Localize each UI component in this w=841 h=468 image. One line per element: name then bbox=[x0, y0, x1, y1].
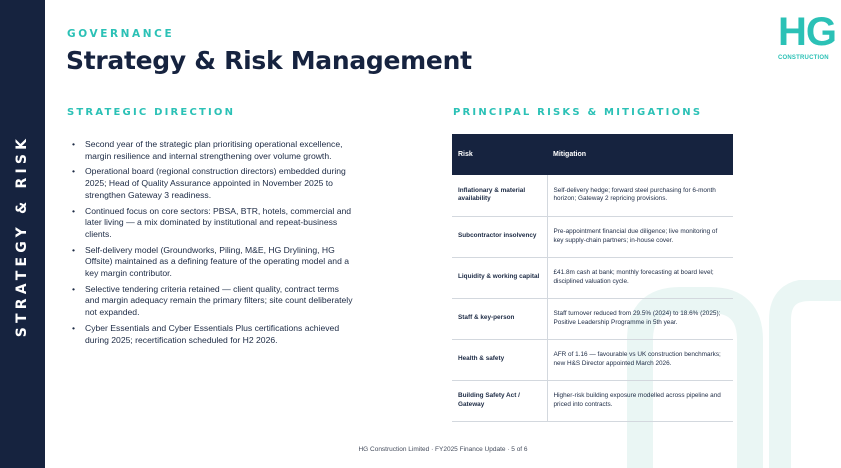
risk-cell: Health & safety bbox=[452, 339, 547, 380]
strategic-bullet-list bbox=[70, 139, 355, 350]
logo-subtitle: CONSTRUCTION bbox=[778, 55, 829, 61]
table-row bbox=[452, 298, 733, 339]
bullet-item: • Cyber Essentials and Cyber Essentials Plus certifications achieved during 2025; recertification scheduled for H2 2026. bbox=[70, 323, 355, 346]
risk-table bbox=[452, 134, 733, 422]
risk-cell: Inflationary & material availability bbox=[452, 175, 547, 216]
sidebar-band bbox=[0, 0, 45, 468]
mitigation-cell: Pre-appointment financial due diligence; live monitoring of key supply-chain partners; in-house cover. bbox=[547, 216, 733, 257]
risk-cell: Staff & key-person bbox=[452, 298, 547, 339]
mitigation-cell: Self-delivery hedge; forward steel purchasing for 6-month horizon; Gateway 2 repricing provisions. bbox=[547, 175, 733, 216]
mitigation-cell: Higher-risk building exposure modelled across pipeline and priced into contracts. bbox=[547, 380, 733, 421]
mitigation-cell: AFR of 1.16 — favourable vs UK construction benchmarks; new H&S Director appointed March 2026. bbox=[547, 339, 733, 380]
column-header-mitigation: Mitigation bbox=[547, 134, 733, 175]
table-row bbox=[452, 257, 733, 298]
mitigation-cell: Staff turnover reduced from 29.5% (2024) to 18.6% (2025); Positive Leadership Programme in 5th year. bbox=[547, 298, 733, 339]
table-row bbox=[452, 216, 733, 257]
bullet-item: • Self-delivery model (Groundworks, Piling, M&E, HG Drylining, HG Offsite) maintained as a defining feature of the operating model and a key margin contributor. bbox=[70, 245, 355, 280]
table-row bbox=[452, 175, 733, 216]
logo-mark: HG bbox=[778, 10, 836, 54]
strategic-direction-heading: STRATEGIC DIRECTION bbox=[67, 107, 236, 118]
bullet-item: • Second year of the strategic plan prioritising operational excellence, margin resilience and internal strengthening over volume growth. bbox=[70, 139, 355, 162]
bullet-item: • Operational board (regional construction directors) embedded during 2025; Head of Quality Assurance appointed in November 2025 to strengthen Gateway 3 readiness. bbox=[70, 166, 355, 201]
column-header-risk: Risk bbox=[452, 134, 547, 175]
table-row bbox=[452, 339, 733, 380]
page-title: Strategy & Risk Management bbox=[66, 46, 472, 75]
risk-cell: Liquidity & working capital bbox=[452, 257, 547, 298]
company-logo bbox=[778, 10, 836, 61]
bullet-item: • Continued focus on core sectors: PBSA, BTR, hotels, commercial and later living — a mix dominated by institutional and repeat-business clients. bbox=[70, 206, 355, 241]
mitigation-cell: £41.8m cash at bank; monthly forecasting at board level; disciplined valuation cycle. bbox=[547, 257, 733, 298]
principal-risks-heading: PRINCIPAL RISKS & MITIGATIONS bbox=[453, 107, 703, 118]
risk-cell: Building Safety Act / Gateway bbox=[452, 380, 547, 421]
section-eyebrow: GOVERNANCE bbox=[67, 28, 175, 40]
table-header-row bbox=[452, 134, 733, 175]
footer-text: HG Construction Limited · FY2025 Finance Update · 5 of 6 bbox=[358, 446, 528, 453]
table-row bbox=[452, 380, 733, 421]
sidebar-label: STRATEGY & RISK bbox=[14, 134, 30, 338]
risk-cell: Subcontractor insolvency bbox=[452, 216, 547, 257]
bullet-item: • Selective tendering criteria retained — client quality, contract terms and margin adequacy remain the primary filters; site count deliberately not expanded. bbox=[70, 284, 355, 319]
